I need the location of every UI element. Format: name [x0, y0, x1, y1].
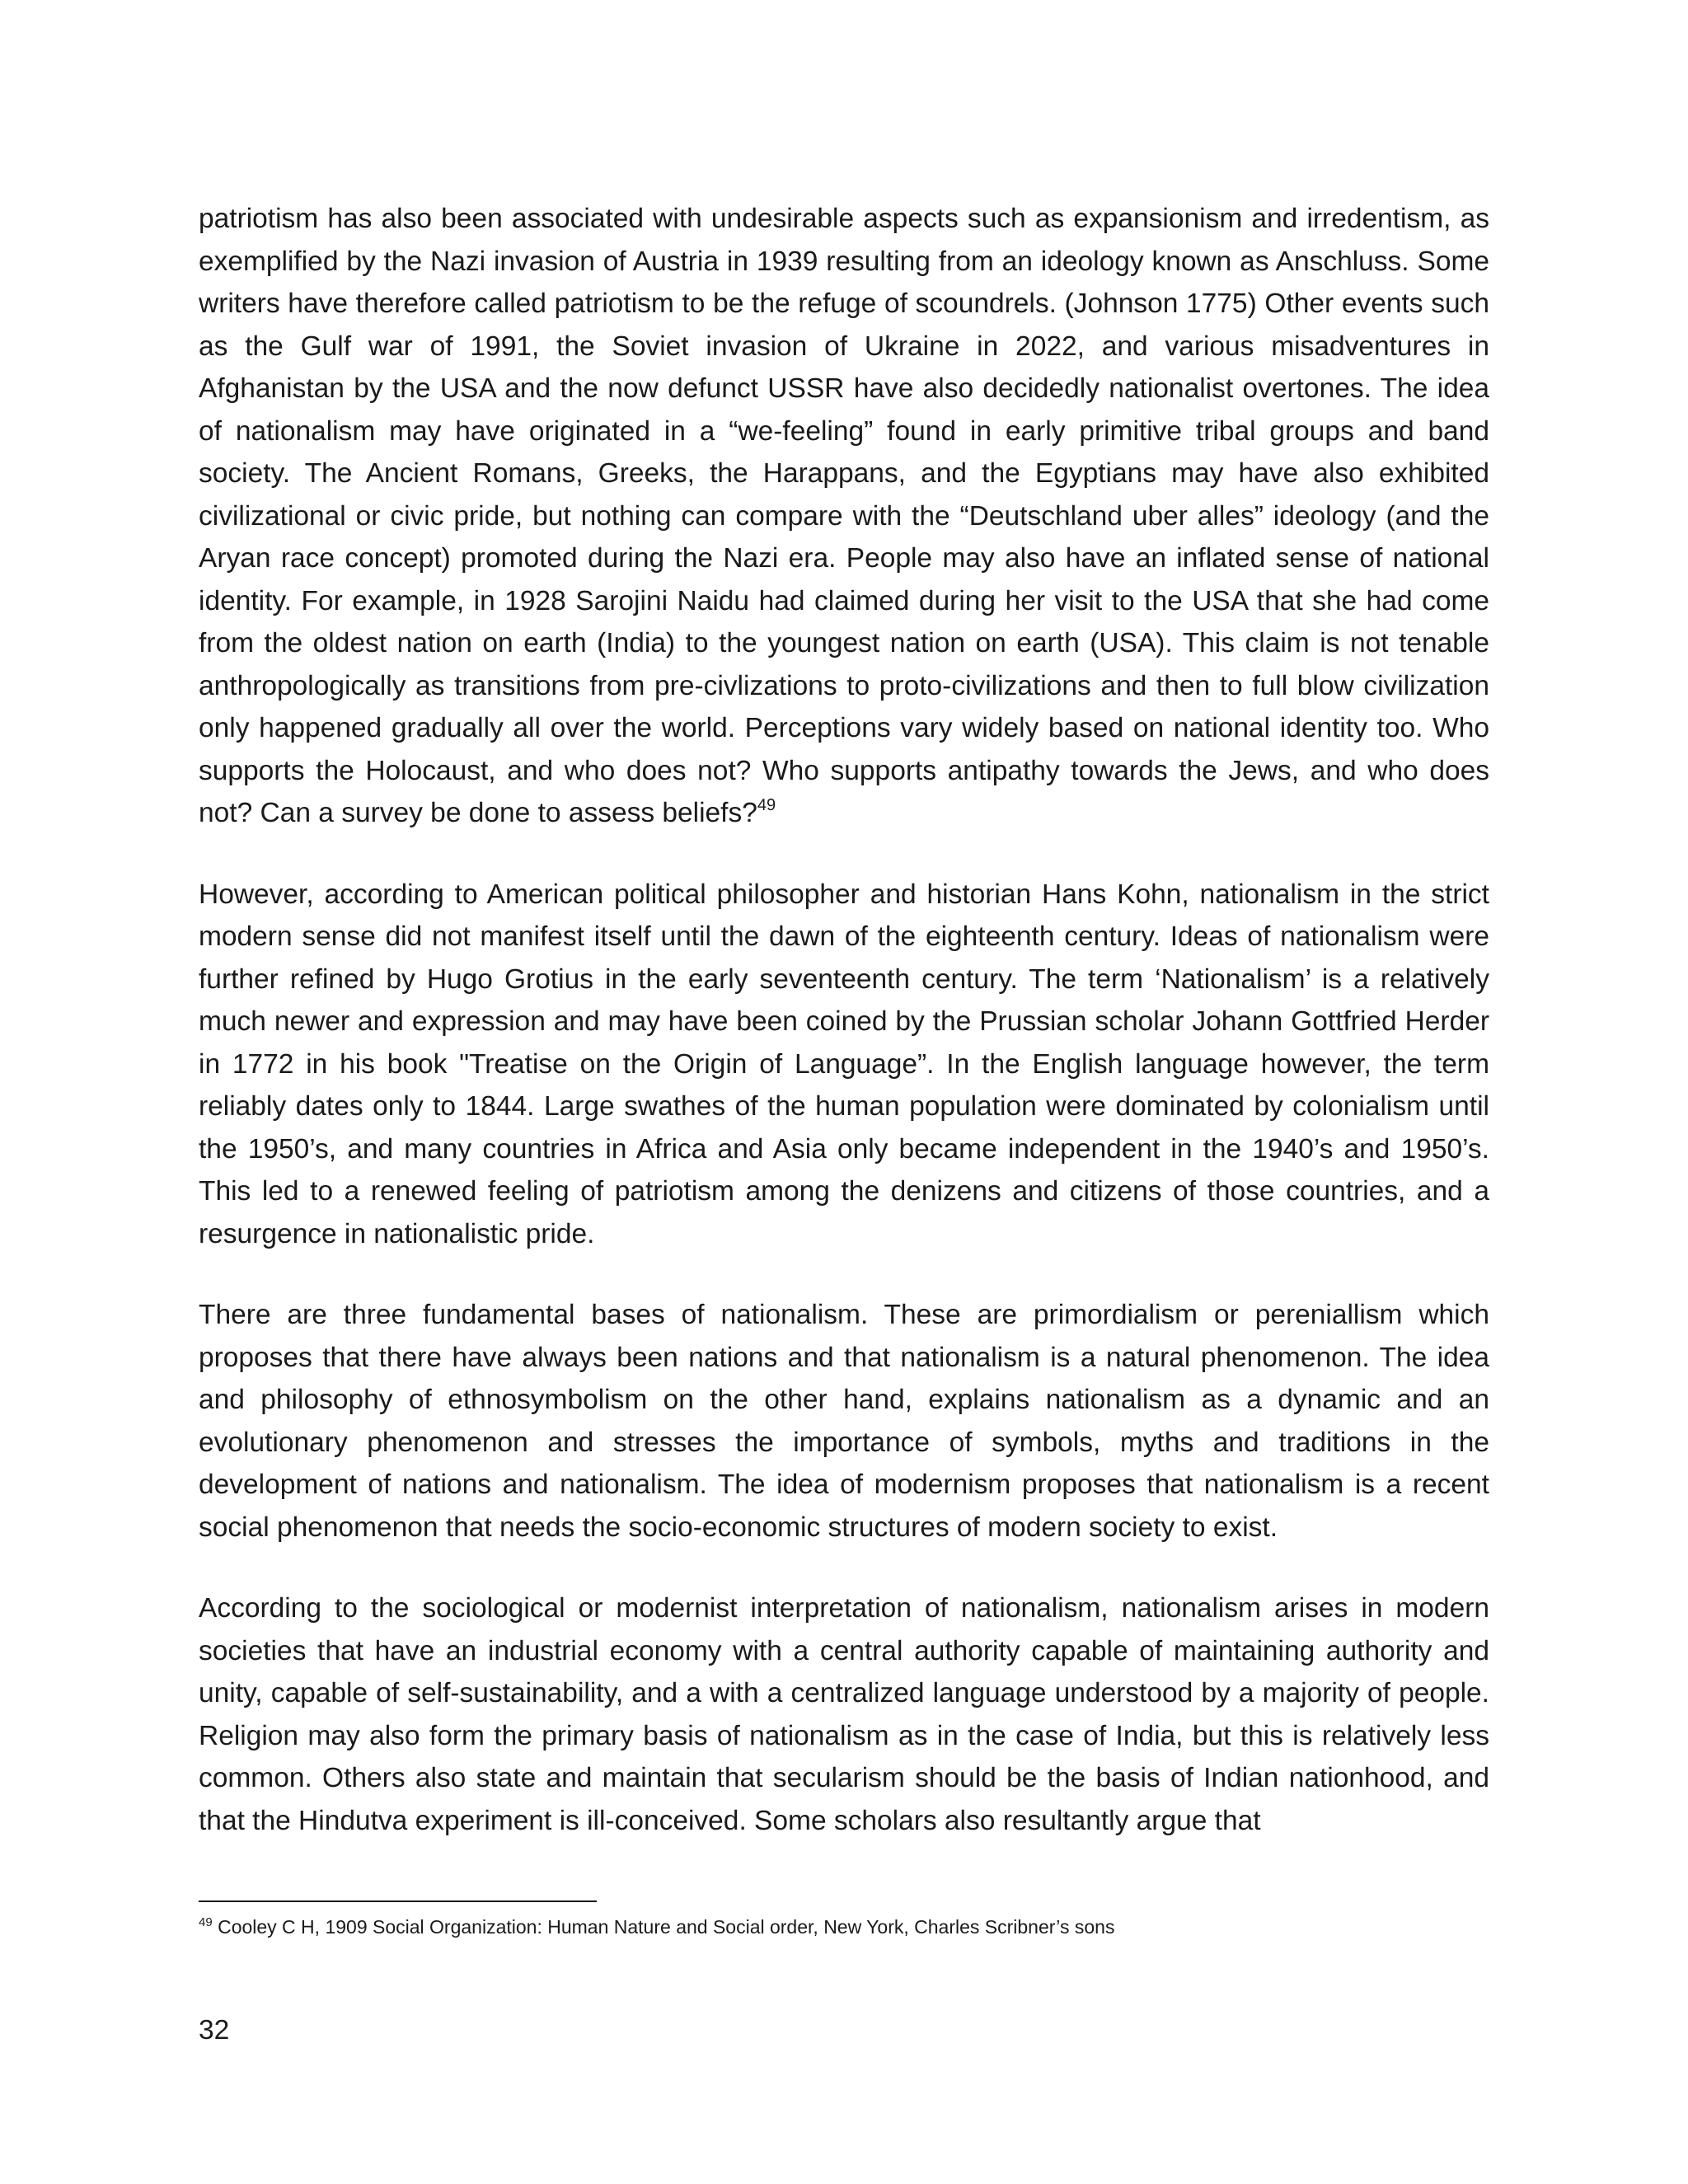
- paragraph-4: According to the sociological or modernist interpretation of nationalism, nationalism arises in modern societies that have an industrial economy with a central authority capable of maintaining authority and unity, capable of self-sustainability, and a with a centralized language understood by a majority of people. Religion may also form the primary basis of nationalism as in the case of India, but this is relatively less common. Others also state and maintain that secularism should be the basis of Indian nationhood, and that the Hindutva experiment is ill-conceived. Some scholars also resultantly argue that: [199, 1593, 1489, 1836]
- footnote-separator: [199, 1900, 597, 1902]
- body-text: [199, 198, 1489, 1881]
- paragraph-3: There are three fundamental bases of nationalism. These are primordialism or pereniallism which proposes that there have always been nations and that nationalism is a natural phenomenon. The idea and philosophy of ethnosymbolism on the other hand, explains nationalism as a dynamic and an evolutionary phenomenon and stresses the importance of symbols, myths and traditions in the development of nations and nationalism. The idea of modernism proposes that nationalism is a recent social phenomenon that needs the socio-economic structures of modern society to exist.: [199, 1300, 1489, 1543]
- footnote-text: Cooley C H, 1909 Social Organization: Human Nature and Social order, New York, Charles Scribner’s sons: [212, 1916, 1115, 1938]
- page-number: 32: [199, 2015, 230, 2046]
- paragraph-1-text: patriotism has also been associated with undesirable aspects such as expansionism and irredentism, as exemplified by the Nazi invasion of Austria in 1939 resulting from an ideology known as Anschluss. Some writers have therefore called patriotism to be the refuge of scoundrels. (Johnson 1775) Other events such as the Gulf war of 1991, the Soviet invasion of Ukraine in 2022, and various misadventures in Afghanistan by the USA and the now defunct USSR have also decidedly nationalist overtones. The idea of nationalism may have originated in a “we-feeling” found in early primitive tribal groups and band society. The Ancient Romans, Greeks, the Harappans, and the Egyptians may have also exhibited civilizational or civic pride, but nothing can compare with the “Deutschland uber alles” ideology (and the Aryan race concept) promoted during the Nazi era. People may also have an inflated sense of national identity. For example, in 1928 Sarojini Naidu had claimed during her visit to the USA that she had come from the oldest nation on earth (India) to the youngest nation on earth (USA). This claim is not tenable anthropologically as transitions from pre-civlizations to proto-civilizations and then to full blow civilization only happened gradually all over the world. Perceptions vary widely based on national identity too. Who supports the Holocaust, and who does not? Who supports antipathy towards the Jews, and who does not? Can a survey be done to assess beliefs?: [199, 204, 1489, 828]
- footnote-number: 49: [199, 1915, 213, 1929]
- footnote: [199, 1914, 1489, 1940]
- paragraph-2: However, according to American political philosopher and historian Hans Kohn, nationalism in the strict modern sense did not manifest itself until the dawn of the eighteenth century. Ideas of nationalism were further refined by Hugo Grotius in the early seventeenth century. The term ‘Nationalism’ is a relatively much newer and expression and may have been coined by the Prussian scholar Johann Gottfried Herder in 1772 in his book "Treatise on the Origin of Language”. In the English language however, the term reliably dates only to 1844. Large swathes of the human population were dominated by colonialism until the 1950’s, and many countries in Africa and Asia only became independent in the 1940’s and 1950’s. This led to a renewed feeling of patriotism among the denizens and citizens of those countries, and a resurgence in nationalistic pride.: [199, 879, 1489, 1249]
- paragraph-1: [199, 198, 1489, 835]
- footnote-reference[interactable]: 49: [757, 796, 776, 814]
